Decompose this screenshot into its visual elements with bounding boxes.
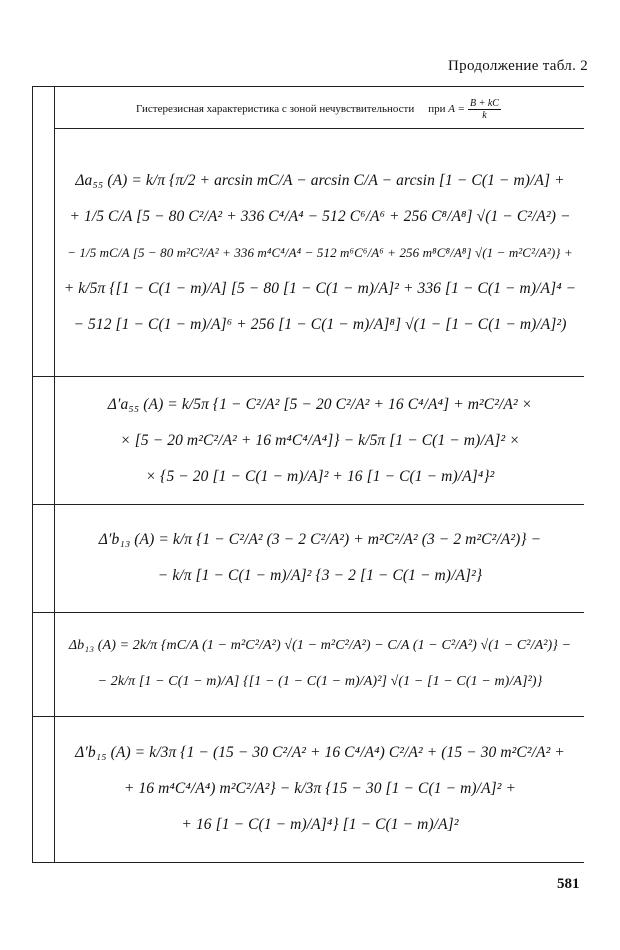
- formula-line: + 16 [1 − C(1 − m)/A]⁴} [1 − C(1 − m)/A]²: [181, 816, 459, 833]
- formula-line: + 16 m⁴C⁴/A⁴) m²C²/A²} − k/3π {15 − 30 [1 − C(1 − m)/A]² +: [123, 780, 517, 797]
- condition-fraction: [468, 98, 501, 121]
- condition-denominator: k: [482, 109, 487, 121]
- formula-line: − 1/5 mC/A [5 − 80 m²C²/A² + 336 m⁴C⁴/A⁴ − 512 m⁶C⁶/A⁶ + 256 m⁸C⁸/A⁸] √(1 − m²C²/A²)} +: [67, 245, 573, 260]
- formula-cell-delta-b13: [56, 614, 584, 714]
- condition-var: A =: [448, 103, 465, 115]
- formula-cell-delta-prime-a55: [56, 380, 584, 502]
- formula-line: Δ′b₁₅ (A) = k/3π {1 − (15 − 30 C²/A² + 16 C⁴/A⁴) C²/A² + (15 − 30 m²C²/A² +: [75, 744, 565, 761]
- formula-line: Δ′b₁₃ (A) = k/π {1 − C²/A² (3 − 2 C²/A²) + m²C²/A² (3 − 2 m²C²/A²)} −: [98, 531, 542, 548]
- header-title: Гистерезисная характеристика с зоной нечувствительности: [136, 103, 415, 115]
- continuation-label: Продолжение табл. 2: [448, 58, 588, 74]
- formula-line: − k/π [1 − C(1 − m)/A]² {3 − 2 [1 − C(1 − m)/A]²}: [157, 567, 483, 584]
- formula-cell-delta-prime-b13: [56, 506, 584, 610]
- formula-line: + k/5π {[1 − C(1 − m)/A] [5 − 80 [1 − C(1 − m)/A]² + 336 [1 − C(1 − m)/A]⁴ −: [63, 280, 577, 297]
- table-header: [56, 90, 584, 128]
- header-condition: [428, 98, 504, 121]
- page-number: 581: [557, 876, 580, 892]
- formula-line: Δb₁₃ (A) = 2k/π {mC/A (1 − m²C²/A²) √(1 − m²C²/A²) − C/A (1 − C²/A²) √(1 − C²/A²)} −: [68, 638, 572, 653]
- formula-line: × [5 − 20 m²C²/A² + 16 m⁴C⁴/A⁴]} − k/5π [1 − C(1 − m)/A]² ×: [120, 432, 520, 449]
- formula-cell-delta-a55: [56, 132, 584, 374]
- condition-numerator: B + kC: [469, 97, 499, 109]
- formula-line: − 512 [1 − C(1 − m)/A]⁶ + 256 [1 − C(1 − m)/A]⁸] √(1 − [1 − C(1 − m)/A]²): [73, 316, 567, 333]
- formula-line: Δ′a₅₅ (A) = k/5π {1 − C²/A² [5 − 20 C²/A² + 16 C⁴/A⁴] + m²C²/A² ×: [107, 396, 533, 413]
- condition-prefix: при: [428, 103, 446, 115]
- formula-line: Δa₅₅ (A) = k/π {π/2 + arcsin mC/A − arcsin C/A − arcsin [1 − C(1 − m)/A] +: [75, 172, 565, 189]
- formula-cell-delta-prime-b15: [56, 718, 584, 860]
- formula-line: + 1/5 C/A [5 − 80 C²/A² + 336 C⁴/A⁴ − 512 C⁶/A⁶ + 256 C⁸/A⁸] √(1 − C²/A²) −: [69, 208, 571, 225]
- formula-line: × {5 − 20 [1 − C(1 − m)/A]² + 16 [1 − C(1 − m)/A]⁴}²: [145, 468, 495, 485]
- formula-line: − 2k/π [1 − C(1 − m)/A] {[1 − (1 − C(1 − m)/A)²] √(1 − [1 − C(1 − m)/A]²)}: [97, 674, 543, 689]
